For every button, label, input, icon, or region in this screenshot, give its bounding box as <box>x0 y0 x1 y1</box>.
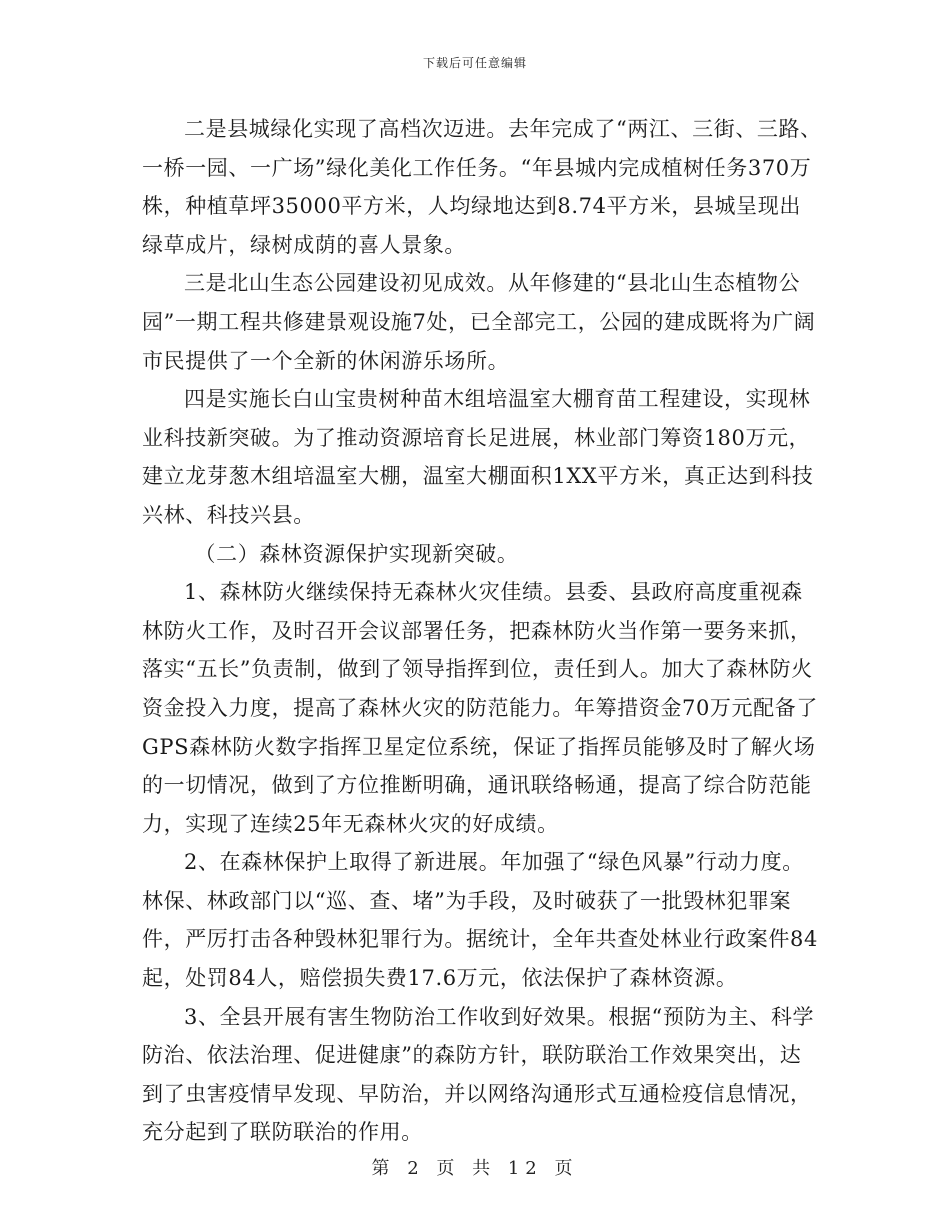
document-body <box>142 110 822 1152</box>
paragraph-greening: 二是县城绿化实现了高档次迈进。去年完成了“两江、三街、三路、一桥一园、一广场”绿化美化工作任务。“年县城内完成植树任务370万株，种植草坪35000平方米，人均绿地达到8.74平方米，县城呈现出绿草成片，绿树成荫的喜人景象。 <box>142 117 822 257</box>
paragraph-forest-protection: 2、在森林保护上取得了新进展。年加强了“绿色风暴”行动力度。林保、林政部门以“巡、查、堵”为手段，及时破获了一批毁林犯罪案件，严厉打击各种毁林犯罪行为。据统计，全年共查处林业行政案件84起，处罚84人，赔偿损失费17.6万元，依法保护了森林资源。 <box>142 850 818 991</box>
paragraph-pest-control: 3、全县开展有害生物防治工作收到好效果。根据“预防为主、科学防治、依法治理、促进健康”的森防方针，联防联治工作效果突出，达到了虫害疫情早发现、早防治，并以网络沟通形式互通检疫信息情况，充分起到了联防联治的作用。 <box>142 1004 815 1145</box>
paragraph-fire-prevention: 1、森林防火继续保持无森林火灾佳绩。县委、县政府高度重视森林防火工作，及时召开会议部署任务，把森林防火当作第一要务来抓，落实“五长”负责制，做到了领导指挥到位，责任到人。加大了森林防火资金投入力度，提高了森林火灾的防范能力。年筹措资金70万元配备了GPS森林防火数字指挥卫星定位系统，保证了指挥员能够及时了解火场的一切情况，做到了方位推断明确，通讯联络畅通，提高了综合防范能力，实现了连续25年无森林火灾的好成绩。 <box>142 580 818 836</box>
page-number: 第 2 页 共 12 页 <box>371 1158 579 1179</box>
section-heading-forest-protection: （二）森林资源保护实现新突破。 <box>194 541 519 566</box>
page-header-note: 下载后可任意编辑 <box>422 56 527 70</box>
paragraph-north-park: 三是北山生态公园建设初见成效。从年修建的“县北山生态植物公园”一期工程共修建景观设施7处，已全部完工，公园的建成既将为广阔市民提供了一个全新的休闲游乐场所。 <box>142 271 816 373</box>
paragraph-greenhouse: 四是实施长白山宝贵树种苗木组培温室大棚育苗工程建设，实现林业科技新突破。为了推动资源培育长足进展，林业部门筹资180万元，建立龙芽葱木组培温室大棚，温室大棚面积1XX平方米，真正达到科技兴林、科技兴县。 <box>142 387 814 527</box>
